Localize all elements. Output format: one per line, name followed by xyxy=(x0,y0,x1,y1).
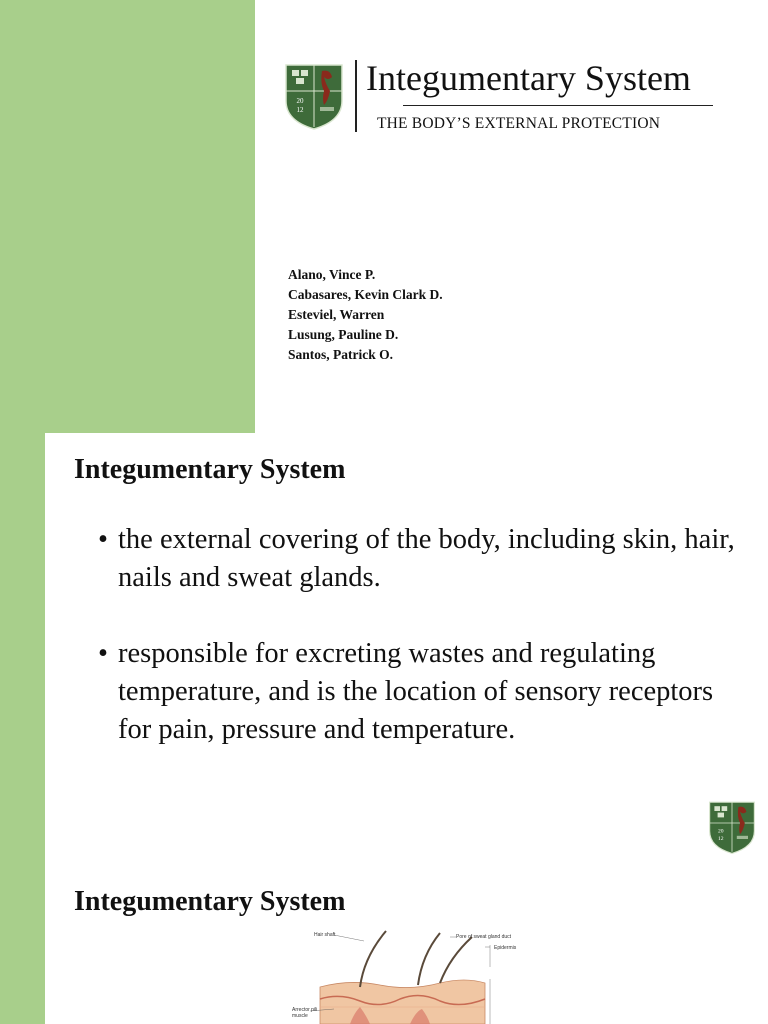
svg-text:20: 20 xyxy=(718,828,724,835)
diagram-label: Pore of sweat gland duct xyxy=(456,934,512,940)
slide-heading: Integumentary System xyxy=(74,454,346,485)
school-crest-icon xyxy=(708,799,756,855)
bullet-list xyxy=(98,521,738,787)
title-divider xyxy=(355,60,357,132)
author-list xyxy=(288,265,443,365)
svg-text:12: 12 xyxy=(718,835,724,842)
author-name: Esteviel, Warren xyxy=(288,307,385,322)
subtitle: THE BODY’S EXTERNAL PROTECTION xyxy=(377,115,661,132)
author-name: Santos, Patrick O. xyxy=(288,347,394,362)
accent-band xyxy=(0,0,255,433)
bullet-text: the external covering of the body, including skin, hair, nails and sweat glands. xyxy=(118,524,735,593)
diagram-label: muscle xyxy=(292,1013,308,1019)
slide-heading: Integumentary System xyxy=(74,886,346,917)
page-title: Integumentary System xyxy=(366,58,691,98)
author-name: Lusung, Pauline D. xyxy=(288,327,399,342)
svg-text:20: 20 xyxy=(296,97,304,105)
diagram-slide xyxy=(0,861,768,1024)
svg-text:12: 12 xyxy=(296,106,304,114)
author-name: Alano, Vince P. xyxy=(288,267,376,282)
school-crest-icon xyxy=(284,61,344,131)
bullet-text: responsible for excreting wastes and regulating temperature, and is the location of sensory receptors for pain, pressure and temperature. xyxy=(118,638,714,745)
bullet-item xyxy=(98,521,738,597)
definition-slide xyxy=(0,433,768,861)
bullet-glyph: • xyxy=(98,638,108,669)
bullet-glyph: • xyxy=(98,524,108,555)
skin-cross-section-diagram xyxy=(290,927,530,1024)
diagram-label: Hair shaft xyxy=(314,932,336,938)
title-rule xyxy=(403,105,713,106)
diagram-label: Arrector pili xyxy=(292,1007,318,1013)
title-slide xyxy=(0,0,768,433)
diagram-label: Epidermis xyxy=(494,945,517,951)
author-name: Cabasares, Kevin Clark D. xyxy=(288,287,443,302)
bullet-item xyxy=(98,635,738,749)
